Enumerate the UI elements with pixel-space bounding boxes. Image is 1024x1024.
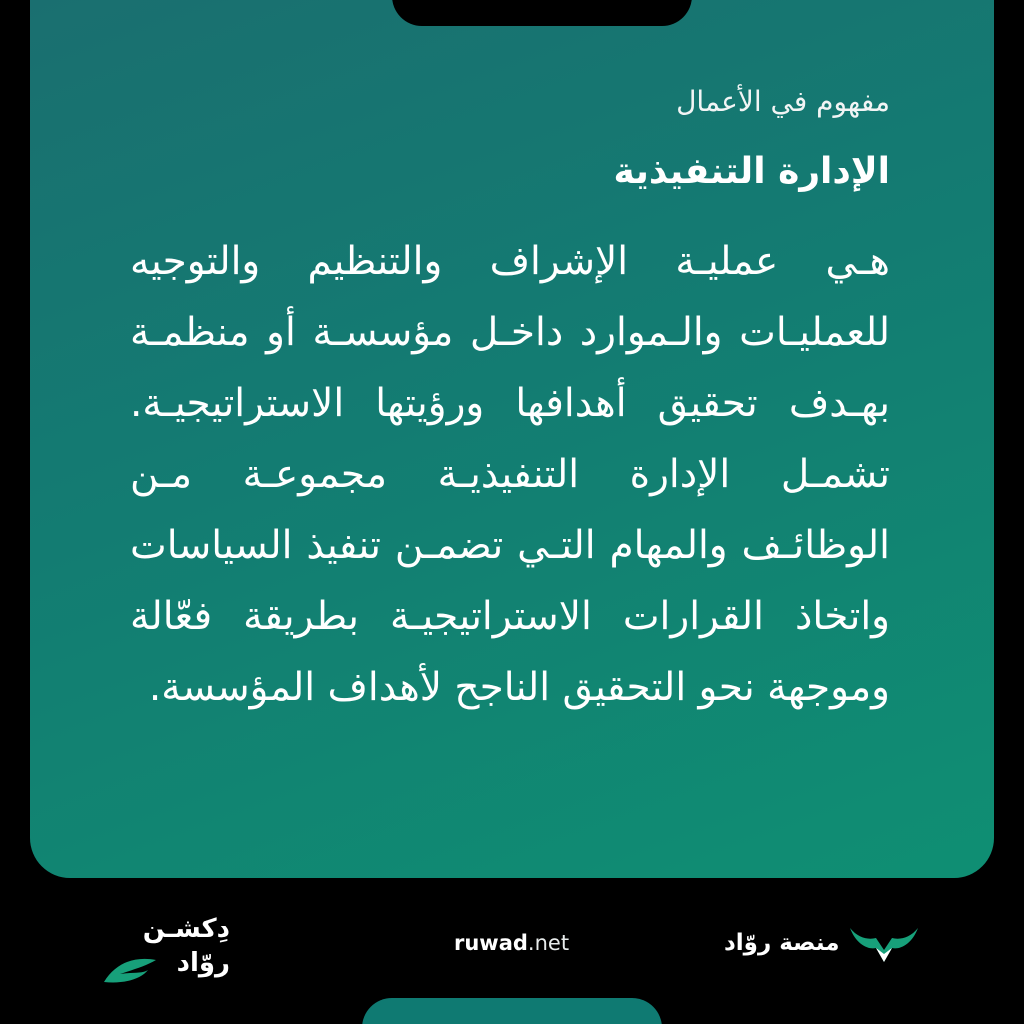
dictionary-logo	[100, 912, 230, 992]
dictionary-logo-line2: روّاد	[176, 948, 230, 978]
platform-name: منصة روّاد	[724, 930, 840, 956]
site-name: ruwad	[454, 931, 528, 955]
card-content	[130, 72, 890, 723]
top-notch	[392, 0, 692, 26]
bottom-tab	[362, 998, 662, 1024]
website-link[interactable]	[454, 928, 584, 958]
term-title: الإدارة التنفيذية	[613, 151, 890, 192]
category-label: مفهوم في الأعمال	[676, 85, 890, 118]
content-card	[30, 0, 994, 878]
dictionary-logo-line1: دِكشـن	[142, 914, 230, 944]
definition-text: هـي عمليـة الإشراف والتنظيم والتوجيه للعمليـات والـموارد داخـل مؤسسـة أو منظمـة بهـدف تحقيق أهدافها ورؤيتها الاستراتيجيـة. تشمـل الإدارة التنفيذيـة مجموعـة مـن الوظائـف والمهام التـي تضمـن تنفيذ السياسات واتخاذ القرارات الاستراتيجيـة بطريقة فعّالة وموجهة نحو التحقيق الناجح لأهداف المؤسسة.	[130, 239, 890, 710]
leaf-icon	[102, 956, 158, 984]
platform-logo	[724, 922, 924, 966]
site-tld: .net	[527, 931, 570, 955]
footer	[0, 878, 1024, 1024]
bull-horns-icon	[846, 922, 922, 966]
